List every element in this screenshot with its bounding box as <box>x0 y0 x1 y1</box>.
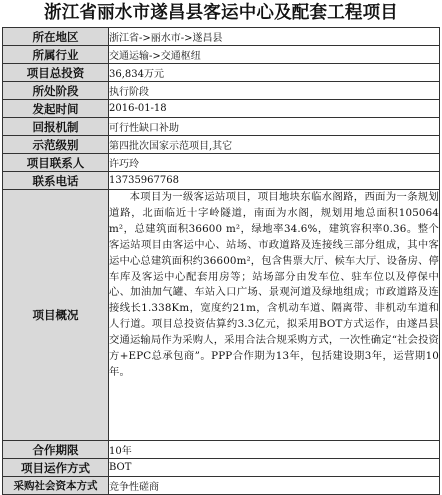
row-label: 联系电话 <box>3 172 109 190</box>
table-row-industry <box>3 46 440 64</box>
table-row-total-investment <box>3 64 440 82</box>
row-label: 项目运作方式 <box>3 459 109 477</box>
page-title: 浙江省丽水市遂昌县客运中心及配套工程项目 <box>44 3 398 23</box>
table-row-contact-person <box>3 154 440 172</box>
row-label: 合作期限 <box>3 441 109 459</box>
row-value: 执行阶段 <box>109 82 440 100</box>
row-value: 浙江省->丽水市->遂昌县 <box>109 28 440 46</box>
project-info-table <box>2 27 440 495</box>
table-row-phone <box>3 172 440 190</box>
table-row-stage <box>3 82 440 100</box>
row-label: 项目概况 <box>3 190 109 441</box>
row-label: 项目联系人 <box>3 154 109 172</box>
table-row-location <box>3 28 440 46</box>
overview-cell <box>109 190 440 441</box>
row-value: 10年 <box>109 441 440 459</box>
row-value: 2016-01-18 <box>109 100 440 118</box>
table-row-return-mechanism <box>3 118 440 136</box>
row-value: 许巧玲 <box>109 154 440 172</box>
row-label: 所处阶段 <box>3 82 109 100</box>
row-value: 可行性缺口补助 <box>109 118 440 136</box>
row-label: 示范级别 <box>3 136 109 154</box>
row-value: 第四批次国家示范项目,其它 <box>109 136 440 154</box>
row-label: 发起时间 <box>3 100 109 118</box>
row-value: 竞争性磋商 <box>109 477 440 495</box>
row-label: 采购社会资本方式 <box>3 477 109 495</box>
table-row-demo-level <box>3 136 440 154</box>
row-label: 所在地区 <box>3 28 109 46</box>
project-overview-text: 本项目为一级客运站项目，项目地块东临水阁路，西面为一条规划道路，北面临近十字岭隧道，南面为水阁，规划用地总面积105064 m²，总建筑面积36600 m²，绿地率34.6%，建筑容积率0.36。整个客运站项目由客运中心、站场、市政道路及连接线三部分组成，其中客运中心总建筑面积约36600m²，包含售票大厅、候车大厅、设备房、停车库及客运中心配套用房等；站场部分由发车位、驻车位以及停保中心、加油加气罐、车站入口广场、景观河道及绿地组成；市政道路及连接线长1.338Km，宽度约21m，含机动车道、隔离带、非机动车道和人行道。项目总投资估算约3.3亿元，拟采用BOT方式运作，由遂昌县交通运输局作为采购人，采用合法合规采购方式，一次性确定“社会投资方+EPC总承包商”。PPP合作期为13年，包括建设期3年，运营期10年。 <box>109 191 439 378</box>
row-label: 项目总投资 <box>3 64 109 82</box>
row-label: 所属行业 <box>3 46 109 64</box>
row-label: 回报机制 <box>3 118 109 136</box>
table-row-launch-date <box>3 100 440 118</box>
table-row-operation-mode <box>3 459 440 477</box>
row-value: 13735967768 <box>109 172 440 190</box>
table-row-overview <box>3 190 440 441</box>
table-row-procurement-method <box>3 477 440 495</box>
row-value: 36,834万元 <box>109 64 440 82</box>
row-value: 交通运输->交通枢纽 <box>109 46 440 64</box>
row-value: BOT <box>109 459 440 477</box>
